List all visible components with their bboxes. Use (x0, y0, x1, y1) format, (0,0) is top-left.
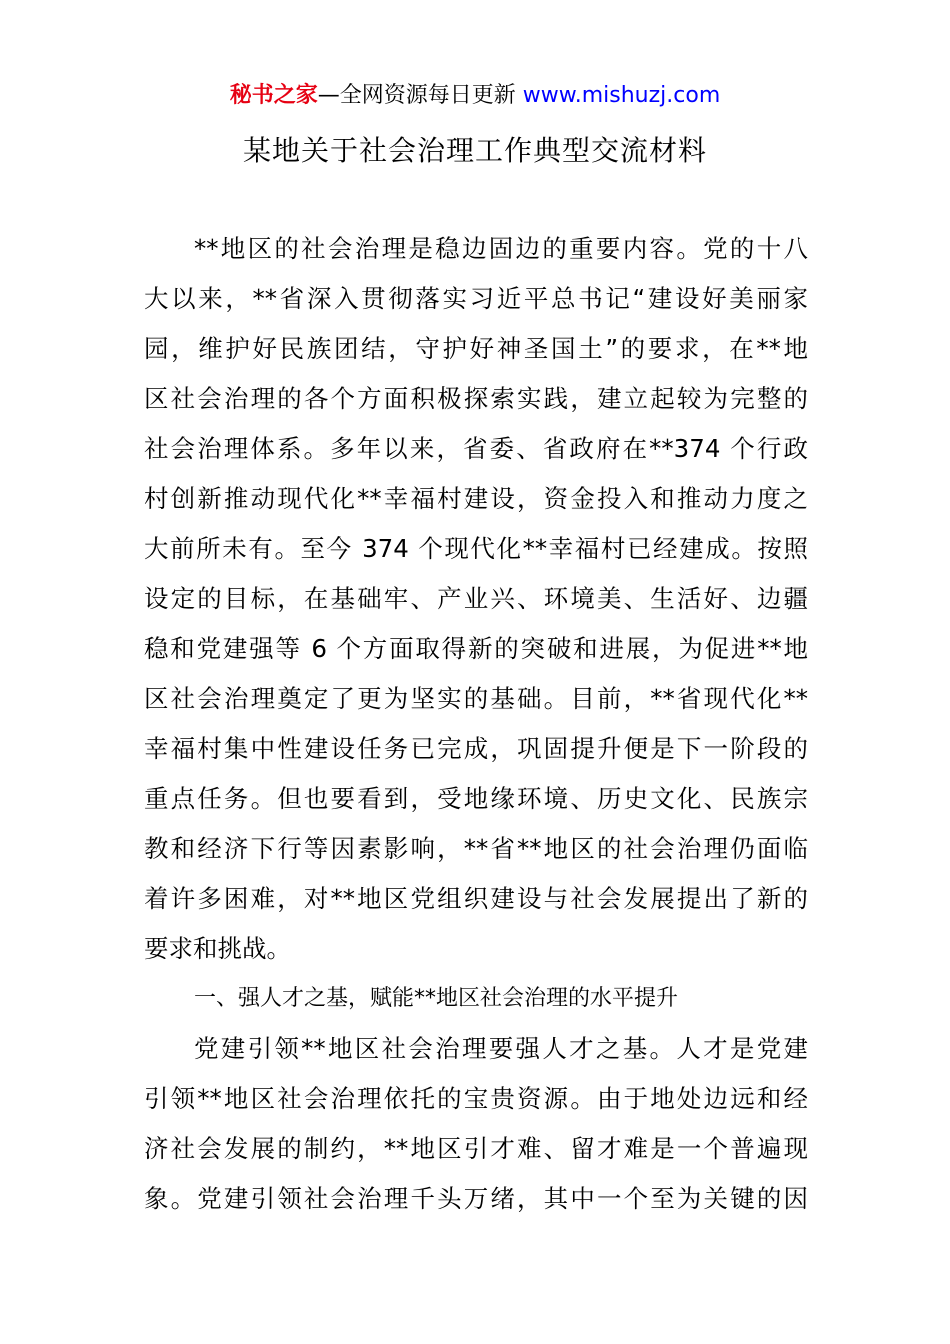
paragraph-1-line: 设定的目标，在基础牢、产业兴、环境美、生活好、边疆 (144, 584, 808, 613)
site-tagline: —全网资源每日更新 (317, 83, 523, 108)
paragraph-2-line: 党建引领**地区社会治理要强人才之基。人才是党建 (194, 1034, 808, 1063)
paragraph-2-line: 引领**地区社会治理依托的宝贵资源。由于地处边远和经 (144, 1084, 808, 1113)
paragraph-2-line: 济社会发展的制约，**地区引才难、留才难是一个普遍现 (144, 1134, 808, 1163)
site-header (0, 80, 950, 112)
paragraph-1-line: **地区的社会治理是稳边固边的重要内容。党的十八 (194, 234, 808, 263)
site-brand: 秘书之家 (229, 83, 318, 108)
section-1-heading: 一、强人才之基，赋能**地区社会治理的水平提升 (194, 986, 679, 1011)
document-title: 某地关于社会治理工作典型交流材料 (242, 134, 707, 167)
paragraph-1-line: 要求和挑战。 (144, 934, 291, 963)
paragraph-1-line: 大以来，**省深入贯彻落实习近平总书记“建设好美丽家 (144, 284, 808, 313)
document-body (144, 224, 808, 1224)
paragraph-1-line: 社会治理体系。多年以来，省委、省政府在**374 个行政 (144, 434, 808, 463)
site-url-link[interactable]: www.mishuzj.com (522, 83, 721, 108)
paragraph-2-line: 象。党建引领社会治理千头万绪，其中一个至为关键的因 (144, 1184, 808, 1213)
paragraph-1-line: 区社会治理奠定了更为坚实的基础。目前，**省现代化** (144, 684, 808, 713)
paragraph-1-line: 教和经济下行等因素影响，**省**地区的社会治理仍面临 (144, 834, 808, 863)
paragraph-1-line: 重点任务。但也要看到，受地缘环境、历史文化、民族宗 (144, 784, 808, 813)
paragraph-1-line: 大前所未有。至今 374 个现代化**幸福村已经建成。按照 (144, 534, 808, 563)
paragraph-1-line: 园，维护好民族团结，守护好神圣国土”的要求，在**地 (144, 334, 808, 363)
paragraph-1-line: 稳和党建强等 6 个方面取得新的突破和进展，为促进**地 (144, 634, 808, 663)
paragraph-1-line: 幸福村集中性建设任务已完成，巩固提升便是下一阶段的 (144, 734, 808, 763)
paragraph-1-line: 村创新推动现代化**幸福村建设，资金投入和推动力度之 (144, 484, 808, 513)
paragraph-1-line: 区社会治理的各个方面积极探索实践，建立起较为完整的 (144, 384, 808, 413)
paragraph-1-line: 着许多困难，对**地区党组织建设与社会发展提出了新的 (144, 884, 808, 913)
